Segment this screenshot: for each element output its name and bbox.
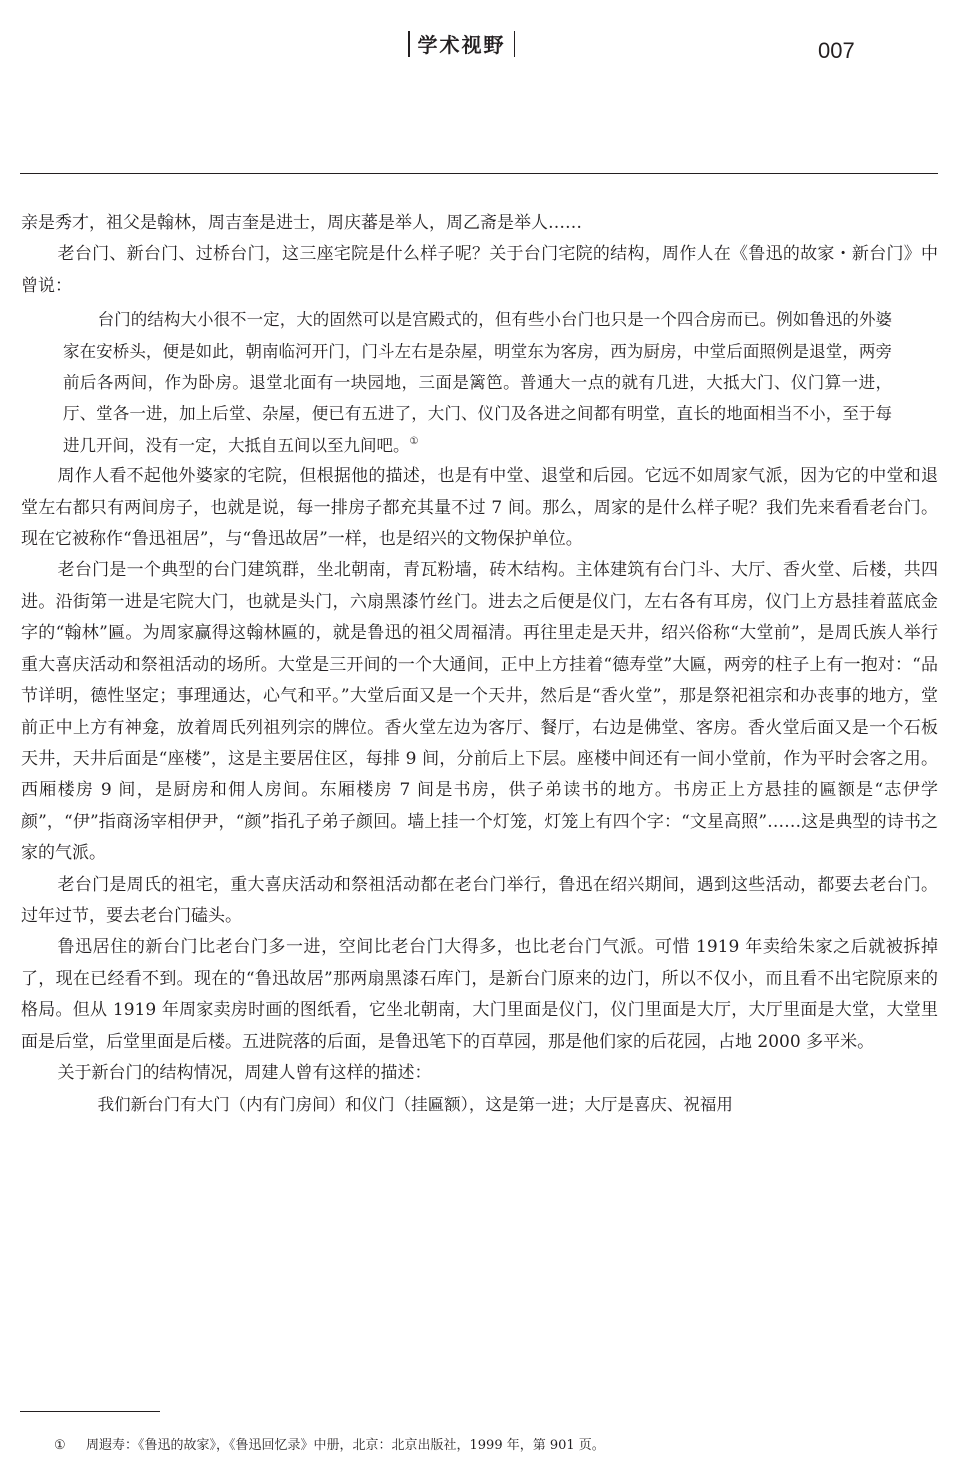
header-divider [20,173,938,174]
running-header [400,30,523,60]
footnote [54,1436,914,1456]
paragraph-5: 老台门是周氏的祖宅，重大喜庆活动和祭祖活动都在老台门举行，鲁迅在绍兴期间，遇到这些活动，都要去老台门。过年过节，要去老台门磕头。 [21,874,938,926]
paragraph-6: 鲁迅居住的新台门比老台门多一进，空间比老台门大得多，也比老台门气派。可惜 1919 年卖给朱家之后就被拆掉了，现在已经看不到。现在的“鲁迅故居”那两扇黑漆石库门，是新台门原来的边门，所以不仅小，而且看不出宅院原来的格局。但从 1919 年周家卖房时画的图纸看，它坐北朝南，大门里面是仪门，仪门里面是大厅，大厅里面是大堂，大堂里面是后堂，后堂里面是后楼。五进院落的后面，是鲁迅笔下的百草园，那是他们家的后花园，占地 2000 多平米。 [21,937,938,1052]
block-quote-1 [63,304,892,461]
section-title: 学术视野 [417,33,506,57]
footnote-divider [20,1411,160,1412]
footnote-reference[interactable]: ① [409,435,419,447]
page-number: 007 [818,38,855,63]
paragraph-7: 关于新台门的结构情况，周建人曾有这样的描述： [57,1062,432,1083]
paragraph-2: 老台门、新台门、过桥台门，这三座宅院是什么样子呢？关于台门宅院的结构，周作人在《鲁迅的故家・新台门》中曾说： [21,244,938,296]
paragraph-1: 亲是秀才，祖父是翰林，周吉奎是进士，周庆蕃是举人，周乙斋是举人…… [21,213,582,233]
block-quote-1-text: 台门的结构大小很不一定，大的固然可以是宫殿式的，但有些小台门也只是一个四合房而已。例如鲁迅的外婆家在安桥头，便是如此，朝南临河开门，门斗左右是杂屋，明堂东为客房，西为厨房，中堂后面照例是退堂，两旁前后各两间，作为卧房。退堂北面有一块园地，三面是篱笆。普通大一点的就有几进，大抵大门、仪门算一进，厅、堂各一进，加上后堂、杂屋，便已有五进了，大门、仪门及各进之间都有明堂，直长的地面相当不小，至于每进几开间，没有一定，大抵自五间以至九间吧。 [63,310,892,455]
article-body [21,208,938,1121]
paragraph-3: 周作人看不起他外婆家的宅院，但根据他的描述，也是有中堂、退堂和后园。它远不如周家气派，因为它的中堂和退堂左右都只有两间房子，也就是说，每一排房子都充其量不过 7 间。那么，周家的是什么样子呢？我们先来看看老台门。现在它被称作“鲁迅祖居”，与“鲁迅故居”一样，也是绍兴的文物保护单位。 [21,466,938,550]
footnote-text: 周遐寿：《鲁迅的故家》，《鲁迅回忆录》中册，北京：北京出版社，1999 年，第 901 页。 [86,1438,605,1453]
block-quote-2: 我们新台门有大门（内有门房间）和仪门（挂匾额），这是第一进；大厅是喜庆、祝福用 [97,1095,733,1115]
header-right-bar [514,31,516,57]
footnote-mark: ① [54,1438,66,1453]
paragraph-4: 老台门是一个典型的台门建筑群，坐北朝南，青瓦粉墙，砖木结构。主体建筑有台门斗、大厅、香火堂、后楼，共四进。沿街第一进是宅院大门，也就是头门，六扇黑漆竹丝门。进去之后便是仪门，左右各有耳房，仪门上方悬挂着蓝底金字的“翰林”匾。为周家赢得这翰林匾的，就是鲁迅的祖父周福清。再往里走是天井，绍兴俗称“大堂前”，是周氏族人举行重大喜庆活动和祭祖活动的场所。大堂是三开间的一个大通间，正中上方挂着“德寿堂”大匾，两旁的柱子上有一抱对：“品节详明，德性坚定；事理通达，心气和平。”大堂后面又是一个天井，然后是“香火堂”，那是祭祀祖宗和办丧事的地方，堂前正中上方有神龛，放着周氏列祖列宗的牌位。香火堂左边为客厅、餐厅，右边是佛堂、客房。香火堂后面又是一个石板天井，天井后面是“座楼”，这是主要居住区，每排 9 间，分前后上下层。座楼中间还有一间小堂前，作为平时会客之用。西厢楼房 9 间，是厨房和佣人房间。东厢楼房 7 间是书房，供子弟读书的地方。书房正上方悬挂的匾额是“志伊学颜”，“伊”指商汤宰相伊尹，“颜”指孔子弟子颜回。墙上挂一个灯笼，灯笼上有四个字：“文星高照”……这是典型的诗书之家的气派。 [21,560,938,864]
header-left-bar [408,31,410,57]
